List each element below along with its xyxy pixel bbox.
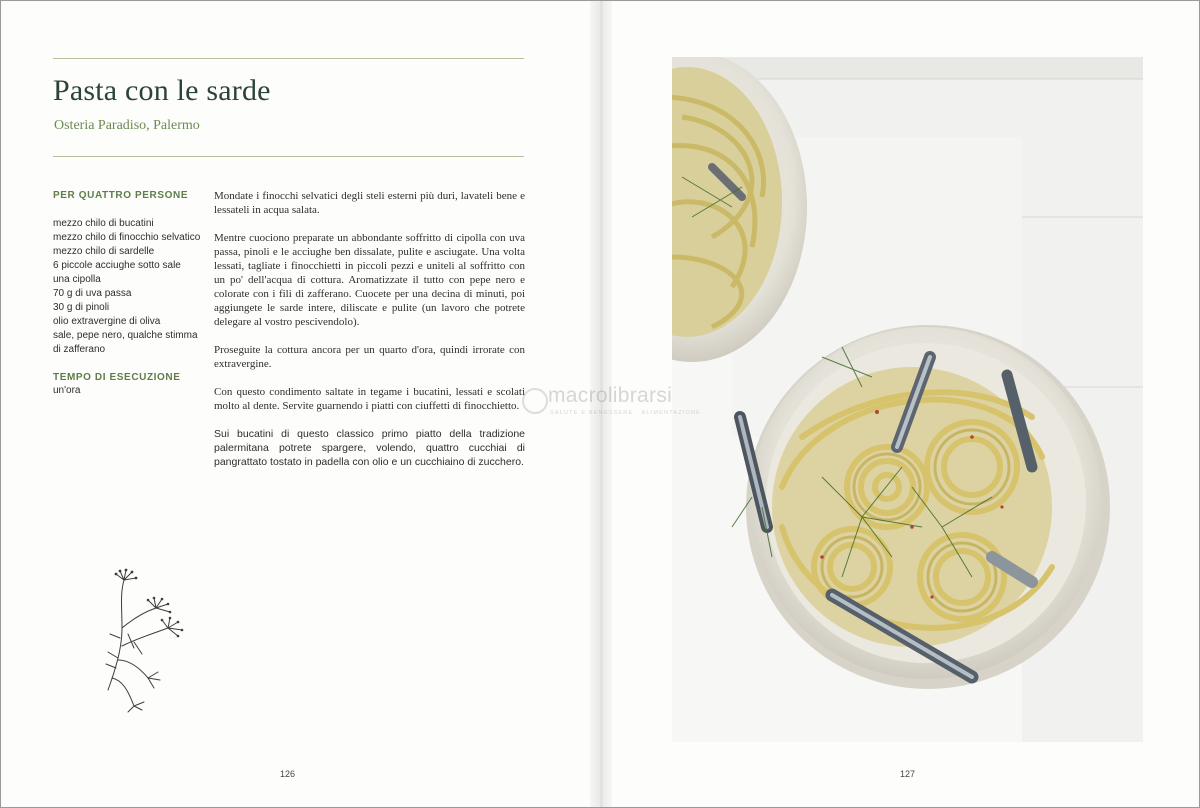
ingredients-list [53, 217, 200, 357]
ingredient-item: mezzo chilo di finocchio selvatico [53, 232, 201, 243]
method-paragraph-note: Sui bucatini di questo classico primo piatto della tradizione palermitana potrete spargere, volendo, quattro cucchiai di pangrattato tostato in padella con olio e un cucchiaino di zucchero. [214, 428, 525, 468]
watermark-logo-icon [522, 388, 548, 414]
ingredient-item: sale, pepe nero, qualche stimma [53, 330, 198, 341]
ingredient-item: mezzo chilo di bucatini [53, 218, 154, 229]
recipe-title: Pasta con le sarde [53, 74, 271, 107]
method-paragraph: Mentre cuociono preparate un abbondante soffritto di cipolla con uva passa, pinoli e le acciughe ben dissalate, pulite e asciugate. Una volta lessati, tagliate i finocchietti in piccoli pezzi e uniteli al soffritto con un po' dell'acqua di cottura. Aromatizzate il tutto con pepe nero e colorate con i fili di zafferano. Cuocete per una decina di minuti, poi aggiungete le sarde intere, diliscate e pulite (un lavoro che potrete delegare al vostro pescivendolo). [214, 232, 525, 328]
fennel-sprig-illustration [98, 568, 194, 714]
ingredient-item: olio extravergine di oliva [53, 316, 161, 327]
ingredient-item: di zafferano [53, 344, 106, 355]
header-rule-top [53, 58, 524, 59]
method-paragraph: Proseguite la cottura ancora per un quarto d'ora, quindi irrorate con extravergine. [214, 344, 525, 370]
watermark-text: macrolibrarsi [548, 384, 673, 407]
ingredients-heading: PER QUATTRO PERSONE [53, 190, 189, 201]
ingredient-item: 70 g di uva passa [53, 288, 132, 299]
method-text [214, 189, 525, 483]
ingredient-item: 6 piccole acciughe sotto sale [53, 260, 181, 271]
watermark-tagline: SALUTE E BENESSERE · ALIMENTAZIONE [550, 410, 702, 416]
ingredient-item: mezzo chilo di sardelle [53, 246, 155, 257]
ingredient-item: una cipolla [53, 274, 101, 285]
time-heading: TEMPO DI ESECUZIONE [53, 372, 181, 383]
pasta-photo [672, 57, 1143, 742]
page-number-right: 127 [900, 769, 916, 779]
page-number-left: 126 [280, 769, 296, 779]
ingredient-item: 30 g di pinoli [53, 302, 110, 313]
method-paragraph: Con questo condimento saltate in tegame i bucatini, lessati e scolati molto al dente. Servite guarnendo i piatti con ciuffetti di finocchietto. [214, 386, 525, 412]
header-rule-bottom [53, 156, 524, 157]
watermark [514, 383, 710, 423]
method-paragraph: Mondate i finocchi selvatici degli steli esterni più duri, lavateli bene e lessateli in acqua salata. [214, 190, 525, 216]
recipe-source: Osteria Paradiso, Palermo [54, 118, 200, 133]
time-value: un'ora [53, 385, 81, 396]
